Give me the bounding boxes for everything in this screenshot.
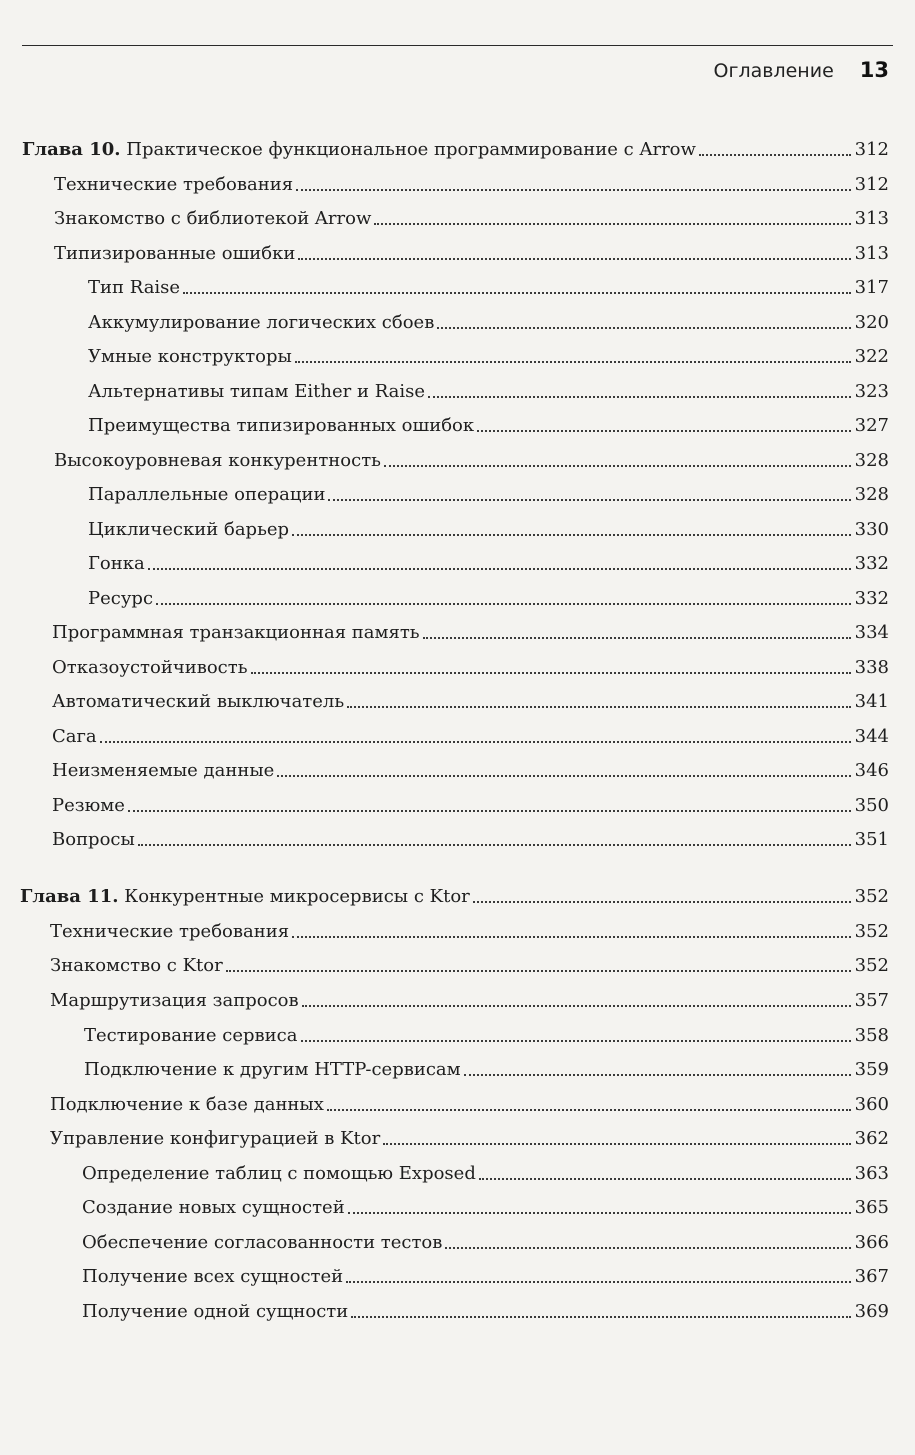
toc-page-number: 363	[854, 1163, 889, 1184]
toc-page-number: 351	[854, 829, 889, 850]
toc-page-number: 332	[854, 588, 889, 609]
toc-subsection[interactable]	[84, 1020, 889, 1048]
toc-subsection[interactable]	[88, 341, 889, 369]
toc-page-number: 312	[854, 139, 889, 160]
toc-subsection-title: Параллельные операции	[88, 484, 326, 505]
toc-section-title: Автоматический выключатель	[52, 691, 345, 712]
toc-section-title: Типизированные ошибки	[54, 243, 296, 264]
toc-section-title: Отказоустойчивость	[52, 657, 248, 678]
toc-section[interactable]	[50, 916, 889, 944]
toc-section[interactable]	[50, 1123, 889, 1151]
dot-leader	[292, 534, 851, 536]
toc-page-number: 341	[854, 691, 889, 712]
dot-leader	[477, 430, 850, 432]
dot-leader	[479, 1178, 851, 1180]
toc-page-number: 328	[854, 484, 889, 505]
toc-chapter-10[interactable]	[22, 134, 889, 162]
dot-leader	[699, 154, 851, 156]
dot-leader	[473, 901, 851, 903]
toc-section-title: Технические требования	[50, 921, 290, 942]
toc-subsection-title: Подключение к другим HTTP-сервисам	[84, 1059, 461, 1080]
dot-leader	[428, 396, 851, 398]
chapter-label: Глава 11.	[20, 886, 119, 907]
toc-subsection[interactable]	[82, 1261, 889, 1289]
toc-page-number: 344	[854, 726, 889, 747]
toc-section-title: Сага	[52, 726, 97, 747]
dot-leader	[346, 1281, 850, 1283]
dot-leader	[295, 361, 851, 363]
toc-subsection-title: Создание новых сущностей	[82, 1197, 345, 1218]
running-title: Оглавление	[713, 60, 834, 82]
dot-leader	[296, 189, 851, 191]
toc-page-number: 328	[854, 450, 889, 471]
toc-section-title: Технические требования	[54, 174, 294, 195]
toc-section-title: Резюме	[52, 795, 125, 816]
toc-subsection[interactable]	[88, 272, 889, 300]
toc-subsection[interactable]	[82, 1158, 889, 1186]
toc-subsection[interactable]	[88, 548, 889, 576]
toc-section-title: Вопросы	[52, 829, 135, 850]
toc-page-number: 365	[854, 1197, 889, 1218]
toc-subsection-title: Преимущества типизированных ошибок	[88, 415, 475, 436]
toc-section-title: Программная транзакционная память	[52, 622, 420, 643]
dot-leader	[298, 258, 850, 260]
chapter-title: Практическое функциональное программирование с Arrow	[126, 139, 696, 160]
toc-page-number: 320	[854, 312, 889, 333]
toc-section[interactable]	[52, 652, 889, 680]
toc-page-number: 312	[854, 174, 889, 195]
toc-section-title: Знакомство с Ktor	[50, 955, 223, 976]
toc-subsection-title: Аккумулирование логических сбоев	[88, 312, 435, 333]
running-header	[714, 58, 889, 82]
dot-leader	[348, 1212, 851, 1214]
toc-page-number: 366	[854, 1232, 889, 1253]
dot-leader	[423, 637, 851, 639]
toc-subsection-title: Ресурс	[88, 588, 154, 609]
toc-section-title: Неизменяемые данные	[52, 760, 275, 781]
toc-section[interactable]	[54, 169, 889, 197]
toc-subsection[interactable]	[88, 376, 889, 404]
toc-subsection[interactable]	[84, 1054, 889, 1082]
dot-leader	[100, 741, 851, 743]
toc-subsection[interactable]	[88, 514, 889, 542]
toc-subsection-title: Тип Raise	[88, 277, 181, 298]
toc-page-number: 352	[854, 921, 889, 942]
dot-leader	[437, 327, 850, 329]
toc-subsection-title: Гонка	[88, 553, 145, 574]
toc-page-number: 359	[854, 1059, 889, 1080]
toc-page-number: 362	[854, 1128, 889, 1149]
header-rule	[22, 45, 893, 46]
toc-subsection[interactable]	[88, 410, 889, 438]
toc-subsection-title: Получение одной сущности	[82, 1301, 349, 1322]
toc-section[interactable]	[52, 686, 889, 714]
chapter-title: Конкурентные микросервисы с Ktor	[124, 886, 470, 907]
toc-section[interactable]	[54, 238, 889, 266]
chapter-label: Глава 10.	[22, 139, 121, 160]
dot-leader	[277, 775, 850, 777]
toc-page-number: 323	[854, 381, 889, 402]
toc-subsection[interactable]	[88, 583, 889, 611]
toc-section[interactable]	[52, 824, 889, 852]
toc-page-number: 313	[854, 208, 889, 229]
toc-subsection-title: Умные конструкторы	[88, 346, 292, 367]
toc-page-number: 357	[854, 990, 889, 1011]
toc-section[interactable]	[54, 445, 889, 473]
toc-chapter-11[interactable]	[20, 881, 889, 909]
dot-leader	[464, 1074, 851, 1076]
toc-page-number: 330	[854, 519, 889, 540]
toc-subsection[interactable]	[82, 1227, 889, 1255]
dot-leader	[347, 706, 851, 708]
toc-subsection-title: Альтернативы типам Either и Raise	[88, 381, 426, 402]
toc-page-number: 346	[854, 760, 889, 781]
toc-page-number: 367	[854, 1266, 889, 1287]
toc-subsection-title: Тестирование сервиса	[84, 1025, 298, 1046]
toc-page-number: 313	[854, 243, 889, 264]
dot-leader	[302, 1005, 851, 1007]
dot-leader	[251, 672, 851, 674]
toc-page-number: 334	[854, 622, 889, 643]
toc-section[interactable]	[52, 617, 889, 645]
dot-leader	[301, 1040, 851, 1042]
dot-leader	[328, 499, 850, 501]
toc-section[interactable]	[50, 1089, 889, 1117]
toc-subsection[interactable]	[88, 307, 889, 335]
dot-leader	[156, 603, 851, 605]
dot-leader	[327, 1109, 851, 1111]
dot-leader	[374, 223, 850, 225]
toc-section-title: Высокоуровневая конкурентность	[54, 450, 381, 471]
toc-section-title: Знакомство с библиотекой Arrow	[54, 208, 372, 229]
dot-leader	[183, 292, 851, 294]
dot-leader	[383, 1143, 850, 1145]
toc-subsection[interactable]	[82, 1192, 889, 1220]
toc-subsection-title: Обеспечение согласованности тестов	[82, 1232, 443, 1253]
toc-page-number: 317	[854, 277, 889, 298]
dot-leader	[292, 936, 851, 938]
page-number: 13	[859, 58, 889, 82]
toc-section-title: Управление конфигурацией в Ktor	[50, 1128, 381, 1149]
toc-section[interactable]	[54, 203, 889, 231]
toc-page-number: 332	[854, 553, 889, 574]
toc-page-number: 322	[854, 346, 889, 367]
toc-subsection-title: Получение всех сущностей	[82, 1266, 344, 1287]
dot-leader	[445, 1247, 850, 1249]
toc-subsection[interactable]	[88, 479, 889, 507]
toc-subsection[interactable]	[82, 1296, 889, 1324]
dot-leader	[384, 465, 851, 467]
toc-section-title: Маршрутизация запросов	[50, 990, 299, 1011]
dot-leader	[351, 1316, 850, 1318]
toc-section-title: Подключение к базе данных	[50, 1094, 324, 1115]
toc-section[interactable]	[50, 950, 889, 978]
toc-page-number: 350	[854, 795, 889, 816]
toc-page-number: 338	[854, 657, 889, 678]
toc-page-number: 369	[854, 1301, 889, 1322]
dot-leader	[226, 970, 851, 972]
toc-section[interactable]	[52, 755, 889, 783]
toc-page-number: 327	[854, 415, 889, 436]
toc-section[interactable]	[52, 790, 889, 818]
toc-page-number: 358	[854, 1025, 889, 1046]
toc-section[interactable]	[50, 985, 889, 1013]
dot-leader	[138, 844, 851, 846]
toc-section[interactable]	[52, 721, 889, 749]
toc-subsection-title: Определение таблиц с помощью Exposed	[82, 1163, 476, 1184]
toc-page-number: 352	[854, 886, 889, 907]
toc-page-number: 360	[854, 1094, 889, 1115]
toc-page-number: 352	[854, 955, 889, 976]
dot-leader	[148, 568, 851, 570]
dot-leader	[128, 810, 851, 812]
toc-subsection-title: Циклический барьер	[88, 519, 290, 540]
